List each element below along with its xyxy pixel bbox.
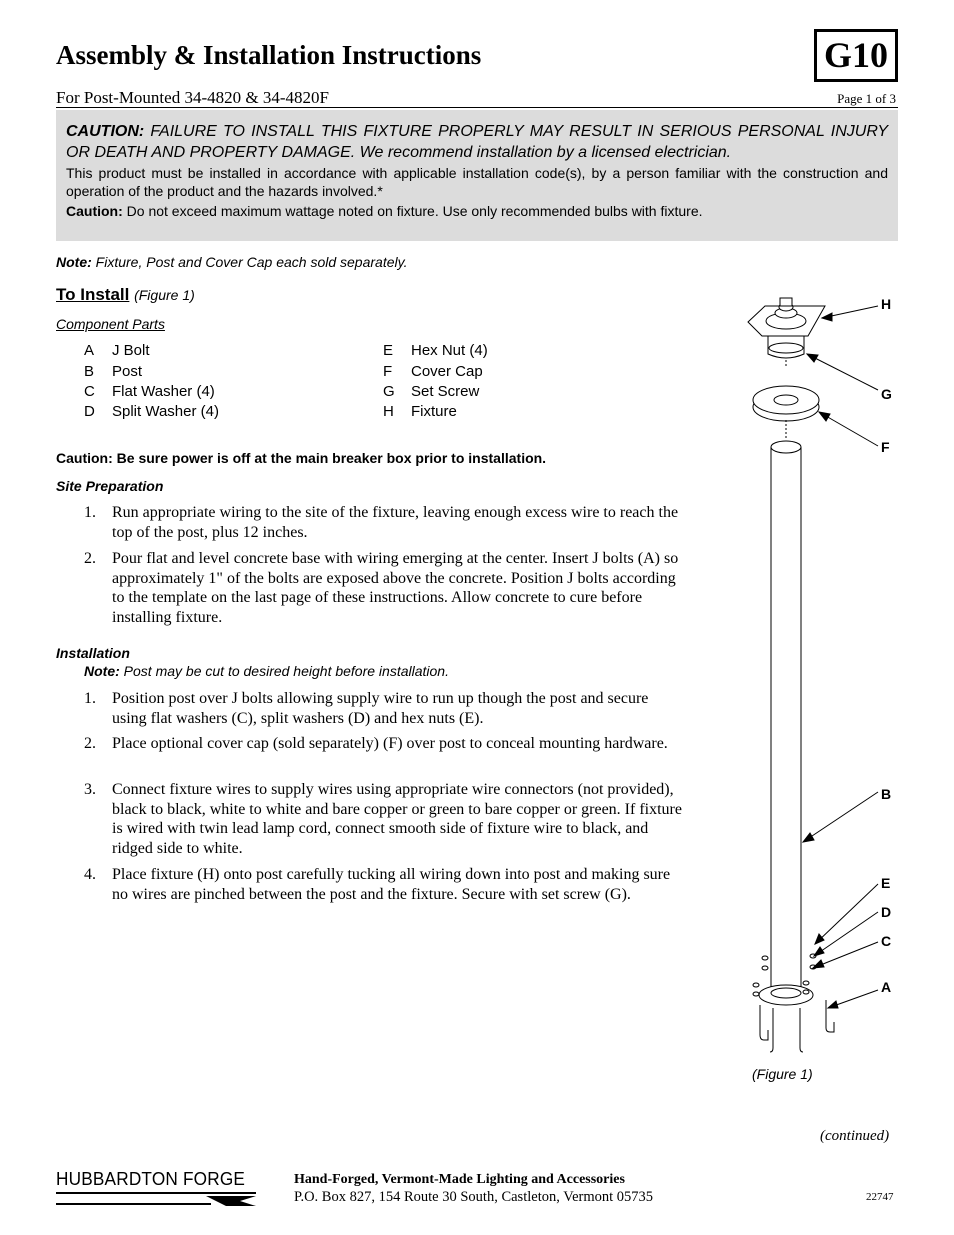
cover-cap-drawing [753,386,819,438]
note-text: Fixture, Post and Cover Cap each sold separately. [91,254,408,270]
caution-main-text: FAILURE TO INSTALL THIS FIXTURE PROPERLY MAY RESULT IN SERIOUS PERSONAL INJURY OR DEATH AND PROPERTY DAMAGE. We recommend installation by a licensed electrician. [66,123,888,161]
part-item: C Flat Washer (4) [84,383,215,400]
document-title: Assembly & Installation Instructions [56,40,482,70]
note-label: Note: [56,254,92,270]
caution-box [56,110,898,241]
figure-label-b: B [881,786,892,802]
figure-label-c: C [881,933,892,949]
part-item: D Split Washer (4) [84,403,219,420]
company-logo [56,1168,262,1208]
part-item: F Cover Cap [383,363,483,380]
part-item: H Fixture [383,403,457,420]
document-number: 22747 [866,1191,894,1203]
caution-main-label: CAUTION: [66,123,145,140]
caution-main [66,121,888,163]
part-item: B Post [84,363,143,380]
figure-label-g: G [881,386,892,402]
continued-label: (continued) [820,1128,890,1144]
caution-wattage-text: Do not exceed maximum wattage noted on fixture. Use only recommended bulbs with fixture. [122,203,703,219]
document-code-badge: G10 [814,29,898,82]
figure-label-a: A [881,979,892,995]
figure-label-h: H [881,296,892,312]
installation-note-text: Post may be cut to desired height before installation. [119,663,449,679]
part-item: G Set Screw [383,383,480,400]
site-preparation-heading: Site Preparation [56,478,164,494]
caution-wattage-label: Caution: [66,203,123,219]
component-parts-heading: Component Parts [56,316,165,332]
sold-separately-note [56,254,407,270]
subtitle-row [56,88,898,108]
part-item: A J Bolt [84,342,150,359]
base-hardware-drawing [753,954,834,1052]
installation-note-label: Note: [84,663,120,679]
part-item: E Hex Nut (4) [383,342,488,359]
installation-heading: Installation [56,645,130,661]
installation-note [84,663,449,679]
post-drawing [771,441,801,993]
logo-hammer-icon [56,1168,262,1208]
figure-label-f: F [881,439,890,455]
power-off-caution: Caution: Be sure power is off at the main breaker box prior to installation. [56,450,547,466]
to-install-figure-ref: (Figure 1) [134,287,195,303]
figure-label-e: E [881,875,891,891]
to-install-label: To Install [56,285,130,304]
to-install-heading [56,285,195,305]
page-number: Page 1 of 3 [837,91,896,106]
caution-body: This product must be installed in accordance with applicable installation code(s), by a person familiar with the construction and operation of the product and the hazards involved.* [66,165,888,199]
footer-address: P.O. Box 827, 154 Route 30 South, Castleton, Vermont 05735 [294,1189,654,1205]
logo-text: HUBBARDTON FORGE [56,1168,246,1189]
footer-tagline: Hand-Forged, Vermont-Made Lighting and Accessories [294,1172,625,1187]
document-subtitle: For Post-Mounted 34-4820 & 34-4820F [56,88,329,107]
figure-caption: (Figure 1) [752,1066,813,1082]
figure-label-d: D [881,904,892,920]
caution-wattage [66,203,888,219]
